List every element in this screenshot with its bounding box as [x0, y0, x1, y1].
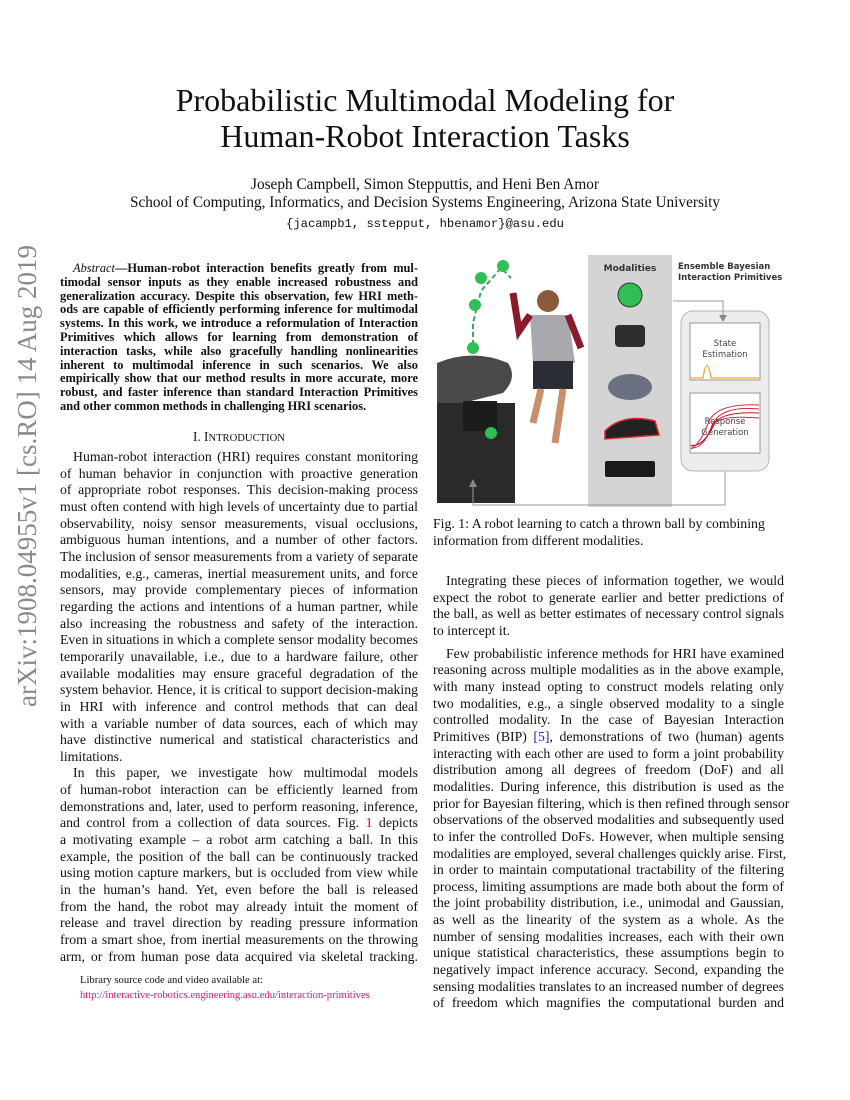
text-segment: and control from a collection of data sources. Fig.: [60, 815, 366, 831]
text-line: arm, or from human pose data acquired via skeletal tracking.: [60, 948, 418, 964]
abstract-line: [60, 262, 418, 276]
footnote-text: Library source code and video available at:: [80, 975, 263, 986]
text-line: process, limiting assumptions are made both about the form of: [433, 878, 784, 894]
figure-caption: [433, 516, 784, 549]
text-line: limitations.: [60, 748, 123, 764]
author-emails: {jacampb1, sstepput, hbenamor}@asu.edu: [286, 217, 564, 231]
text-line: distribution among all degrees of freedom (DoF) and all: [433, 762, 784, 778]
cap-icon: [608, 374, 652, 400]
text-line: sensors, may provide complementary pieces of information: [60, 582, 418, 598]
paragraph: [433, 573, 784, 640]
authors: Joseph Campbell, Simon Stepputtis, and Heni Ben Amor: [251, 176, 599, 193]
text-line: with many instead opting to construct models relating only: [433, 678, 784, 694]
figure-reference-link[interactable]: 1: [365, 815, 373, 831]
text-line: of freedom which magnifies the computational burden and: [433, 995, 784, 1011]
person-figure: [513, 290, 581, 443]
text-line: Human-robot interaction (HRI) requires constant monitoring: [73, 449, 418, 464]
text-line: unique statistical characteristics, these assumptions begin to: [433, 945, 784, 961]
text-line: robust, and faster inference than standard Interaction Primitives: [60, 385, 418, 400]
text-line: regarding the actions and intentions of a human partner, while: [60, 598, 418, 614]
text-line: with a variable number of data sources, each of which may: [60, 715, 418, 731]
text-line: Few probabilistic inference methods for HRI have examined: [446, 645, 784, 661]
kinect-icon: [605, 461, 655, 477]
footnote-url-link[interactable]: http://interactive-robotics.engineering.asu.edu/interaction-primitives: [80, 989, 370, 1001]
affiliation: School of Computing, Informatics, and Decision Systems Engineering, Arizona State University: [129, 194, 721, 211]
text-line: modalities. During inference, this distribution is used as the: [433, 778, 784, 794]
citation-link[interactable]: [5]: [533, 728, 550, 744]
modalities-label: Modalities: [603, 264, 657, 274]
text-line: ods are capable of efficiently performing inference for multimodal: [60, 302, 418, 317]
text-line: reasoning across multiple modalities as in the above example,: [433, 662, 784, 678]
section-initial: I: [204, 429, 209, 444]
text-line: using motion capture markers, but is occluded from view while: [60, 865, 418, 881]
text-line: Primitives which allows for learning from demonstration of: [60, 329, 418, 344]
text-line: sensing modalities translates to an increased number of degrees: [433, 978, 784, 994]
text-line: interacting with each other are used to form a joint probability: [433, 745, 784, 761]
text-line: have distinctive numerical and statistical characteristics and: [60, 732, 418, 748]
text-line: to intercept it.: [433, 622, 511, 638]
text-line: systems. In this work, we introduce a reformulation of Interaction: [60, 316, 418, 331]
text-line: also increasing the robustness and safety of the interaction.: [60, 615, 418, 631]
right-column-body: [433, 573, 790, 1012]
paragraph: [60, 449, 418, 765]
text-line: ambiguous human intentions, and a number of other factors.: [60, 532, 418, 548]
figure-illustration: [433, 253, 785, 511]
footnote: [80, 974, 420, 1003]
title-line-1: Probabilistic Multimodal Modeling for: [175, 82, 675, 118]
response-label-1: Response: [704, 417, 746, 427]
caption-line: information from different modalities.: [433, 532, 644, 548]
text-line: Even in situations in which a complete sensor modality becomes: [60, 632, 418, 648]
text-line: demonstrations and, later, used to perform reasoning, inference,: [60, 798, 418, 814]
text-line: must often contend with high levels of uncertainty due to partial: [60, 498, 418, 514]
text-segment: , demonstrations of two (human) agents: [549, 728, 784, 744]
state-label-2: Estimation: [702, 350, 748, 360]
text-line: of appropriate robot responses. This decision-making process: [60, 482, 418, 498]
text-line: release and travel direction by reading pressure information: [60, 915, 418, 931]
text-line: to infer the controlled DoFs. However, when multiple sensing: [433, 828, 784, 844]
left-column-body: [60, 449, 418, 965]
title-line-2: Human-Robot Interaction Tasks: [220, 118, 630, 154]
text-line: in HRI with inference and control methods that can deal: [60, 698, 418, 714]
paragraph: [60, 765, 418, 965]
text-line: timodal sensor inputs as they enable increased robustness and: [60, 274, 418, 289]
text-line: from the hand, the robot may already intuit the moment of: [60, 898, 418, 914]
text-segment: depicts: [372, 815, 418, 831]
arxiv-stamp: arXiv:1908.04955v1 [cs.RO] 14 Aug 2019: [12, 245, 42, 707]
section-heading-introduction: [60, 429, 418, 447]
text-line: and other common methods in challenging HRI scenarios.: [60, 398, 367, 413]
text-line: generalization accuracy. Despite this observation, few HRI meth-: [60, 288, 418, 303]
abstract-label: Abstract: [73, 261, 115, 275]
text-line: [60, 815, 418, 832]
text-line: prior for Bayesian filtering, which is then refined through sensor: [433, 795, 790, 811]
text-line: a motivating example – a robot arm catching a ball. In this: [60, 832, 418, 848]
text-line: Integrating these pieces of information together, we would: [446, 573, 784, 588]
text-line: interaction tasks, while also gracefully handling nonlinearities: [60, 343, 418, 358]
text-line: the joint probability distribution, i.e., unimodal and Gaussian,: [433, 895, 784, 911]
abstract: [60, 262, 418, 414]
abstract-first-line: —Human-robot interaction benefits greatly from mul-: [115, 261, 418, 275]
text-line: from a smart shoe, from inertial measurements on the throwing: [60, 932, 418, 948]
text-line: expect the robot to generate earlier and better predictions of: [433, 589, 784, 605]
ebip-label-2: Interaction Primitives: [678, 273, 783, 283]
robot-arm-shape: [437, 356, 512, 404]
text-line: in order to maintain computational tractability of the filtering: [433, 862, 784, 878]
text-line: inherent to multimodal inference in such scenarios. We also: [60, 357, 418, 372]
section-title-rest: NTRODUCTION: [208, 433, 285, 444]
text-line: as well as the linearity of the system as a whole. As the: [433, 912, 784, 928]
text-segment: Primitives (BIP): [433, 728, 534, 744]
text-line: system behavior. Hence, it is critical to support decision-making: [60, 682, 418, 698]
text-line: of human-robot interaction can be efficiently learned from: [60, 782, 418, 798]
figure-1: [433, 253, 785, 511]
text-line: the ball, as well as better estimates of necessary control signals: [433, 606, 784, 622]
text-line: example, the position of the ball can be continuously tracked: [60, 848, 418, 864]
response-label-2: Generation: [701, 428, 749, 438]
text-line: [433, 729, 784, 746]
text-line: number of sensing modalities increases, each with their own: [433, 928, 784, 944]
caption-line: Fig. 1: A robot learning to catch a thrown ball by combining: [433, 516, 765, 531]
text-line: two modalities, e.g., a single observed modality to a single: [433, 695, 784, 711]
text-line: The inclusion of sensor measurements from a variety of separate: [60, 548, 418, 564]
text-line: in the human’s hand. Yet, even before the ball is released: [60, 882, 418, 898]
text-line: In this paper, we investigate how multimodal models: [73, 765, 418, 781]
text-line: negatively impact inference accuracy. Second, expanding the: [433, 962, 784, 978]
armband-icon: [615, 325, 645, 347]
state-label-1: State: [713, 339, 737, 349]
text-line: empirically show that our method results in more accurate, more: [60, 371, 418, 386]
mocap-ball-icon: [618, 283, 642, 307]
paper-title: [0, 82, 850, 154]
text-line: temporarily unavailable, i.e., due to a hardware failure, other: [60, 648, 418, 664]
text-line: modalities are employed, several challenges quickly arise. First,: [433, 845, 787, 861]
robot-gripper-shape: [463, 401, 497, 431]
paragraph: [433, 645, 790, 1012]
ebip-label-1: Ensemble Bayesian: [678, 262, 771, 272]
text-line: modalities, e.g., cameras, inertial measurement units, and force: [60, 565, 418, 581]
text-line: observations of the observed modalities and subsequently used: [433, 812, 784, 828]
text-line: controlled modality. In the case of Bayesian Interaction: [433, 712, 784, 728]
section-number: I.: [193, 429, 205, 444]
text-line: of human behavior in conjunction with proactive generation: [60, 465, 418, 481]
text-line: available modalities may ensure graceful degradation of the: [60, 665, 418, 681]
text-line: observability, noisy sensor measurements, visual occlusions,: [60, 515, 418, 531]
